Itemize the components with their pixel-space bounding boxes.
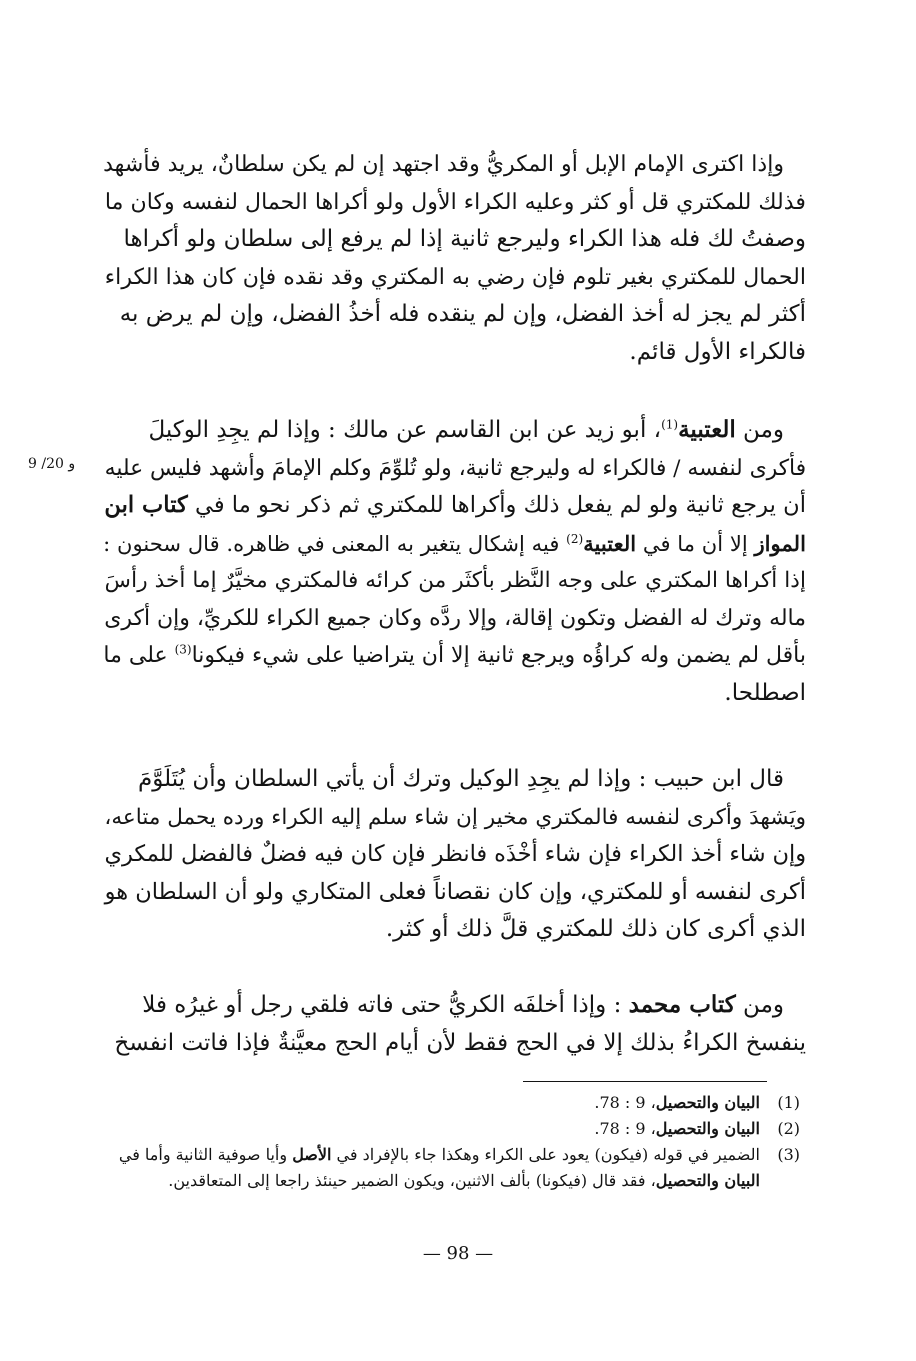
- text-line: [104, 487, 806, 525]
- text-line: وصفتُ لك فله هذا الكراء وليرجع ثانية إذا لم يرفع إلى سلطان ولو أكراها: [123, 226, 806, 252]
- footnote-separator: [523, 1081, 767, 1082]
- paragraph-1: [104, 146, 806, 371]
- text-line: الحمال للمكتري بغير تلوم فإن رضي به المكتري وقد نقده فإن كان هذا الكراء: [104, 263, 806, 290]
- paragraph-4: [104, 986, 806, 1062]
- footnote-ref: (1): [661, 417, 679, 432]
- text-fragment: فيه إشكال يتغير به المعنى في ظاهره. قال سحنون :: [103, 530, 567, 556]
- paragraph-3: [104, 761, 806, 949]
- text-line: [104, 637, 806, 675]
- text-fragment: ، أبو زيد عن ابن القاسم عن مالك : وإذا لم يجِدِ الوكيلَ: [148, 417, 662, 443]
- footnote-text: [104, 1142, 760, 1194]
- source-title: كتاب محمد: [628, 991, 736, 1018]
- source-title: البيان والتحصيل: [655, 1171, 760, 1190]
- text-line: اصطلحا.: [724, 679, 806, 706]
- page-number: — 98 —: [422, 1243, 494, 1264]
- footnote-2: [104, 1116, 804, 1142]
- text-line: [104, 411, 806, 450]
- text-line: ينفسخ الكراءُ بذلك إلا في الحج فقط لأن أيام الحج معيَّنةٌ فإذا فاتت انفسخ: [114, 1029, 806, 1056]
- text-fragment: أن يرجع ثانية ولو لم يفعل ذلك وأكراها للمكتري ثم ذكر نحو ما في: [187, 492, 806, 518]
- footnote-number: (3): [777, 1145, 800, 1164]
- footnote-number: (1): [777, 1093, 800, 1112]
- footnote-reference: ، 9 : 78.: [594, 1093, 656, 1112]
- text-fragment: الضمير في قوله (فيكون) يعود على الكراء وهكذا جاء بالإفراد في: [331, 1145, 760, 1164]
- text-fragment: ، فقد قال (فيكونا) بألف الاثنين، ويكون الضمير حينئذ راجعا إلى المتعاقدين.: [168, 1171, 656, 1190]
- source-title: البيان والتحصيل: [655, 1119, 760, 1138]
- text-line: وإذا اكترى الإمام الإبل أو المكريُّ وقد اجتهد إن لم يكن سلطانٌ، يريد فأشهد: [103, 152, 784, 177]
- text-line: قال ابن حبيب : وإذا لم يجِدِ الوكيل وترك أن يأتي السلطان وأن يُتَلَوَّمَ: [137, 766, 784, 792]
- text-line: أكرى لنفسه أو للمكتري، وإن كان نقصاناً فعلى المتكاري ولو أن السلطان هو: [104, 878, 806, 905]
- footnotes: [104, 1090, 804, 1194]
- text-line: فأكرى لنفسه / فالكراء له وليرجع ثانية، ولو تُلوِّمَ وكلم الإمامَ وأشهد فليس عليه: [104, 455, 806, 481]
- source-title: الأصل: [292, 1145, 332, 1164]
- text-fragment: على ما: [103, 643, 175, 668]
- manuscript-folio-note: 9 /20 و: [28, 456, 76, 472]
- footnote-text: [104, 1116, 760, 1142]
- text-line: أكثر لم يجز له أخذ الفضل، وإن لم ينقده فله أخذُ الفضل، وإن لم يرض به: [119, 301, 806, 327]
- source-title: المواز: [754, 530, 806, 556]
- footnote-1: [104, 1090, 804, 1116]
- footnote-line: [104, 1168, 760, 1194]
- footnote-number: (2): [777, 1119, 800, 1138]
- text-fragment: ومن: [735, 992, 784, 1018]
- text-line: ماله وترك له الفضل وتكون إقالة، وإلا ردَّه وكان جميع الكراء للكريِّ، وإن أكرى: [104, 605, 806, 631]
- text-fragment: إلا أن ما في: [636, 530, 755, 556]
- text-fragment: ومن: [735, 417, 784, 443]
- source-title: العتبية: [583, 530, 637, 556]
- text-line: [104, 525, 806, 563]
- text-line: وإن شاء أخذ الكراء فإن شاء أخْذَه فانظر فإن كان فيه فضلٌ فالفضل للمكري: [104, 841, 806, 867]
- source-title: كتاب ابن: [104, 492, 188, 518]
- footnote-reference: ، 9 : 78.: [594, 1119, 656, 1138]
- text-line: الذي أكرى كان ذلك للمكتري قلَّ ذلك أو كثر.: [385, 916, 806, 942]
- text-line: [104, 986, 806, 1025]
- footnote-text: [104, 1090, 760, 1116]
- footnote-3: [104, 1142, 804, 1194]
- footnote-ref: (3): [174, 642, 192, 657]
- footnote-ref: (2): [566, 531, 584, 546]
- source-title: العتبية: [678, 416, 736, 443]
- text-line: فذلك للمكتري قل أو كثر وعليه الكراء الأول ولو أكراها الحمال لنفسه وكان ما: [104, 188, 806, 215]
- text-line: إذا أكراها المكتري على وجه النَّظر بأكثَر من كرائه فالمكتري مخيَّرٌ إما أخذ رأسَ: [104, 568, 806, 593]
- text-line: ويَشهدَ وأكرى لنفسه فالمكتري مخير إن شاء سلم إليه الكراء ورده يحمل متاعه،: [104, 804, 806, 830]
- paragraph-2: [104, 411, 806, 712]
- footnote-line: [104, 1142, 760, 1168]
- source-title: البيان والتحصيل: [655, 1093, 760, 1112]
- text-fragment: وأيا صوفية الثانية وأما في: [118, 1145, 293, 1164]
- text-fragment: بأقل لم يضمن وله كراؤُه ويرجع ثانية إلا أن يتراضيا على شيء فيكونا: [191, 643, 806, 668]
- text-fragment: : وإذا أخلفَه الكريُّ حتى فاته فلقي رجل أو غيرُه فلا: [142, 992, 629, 1018]
- text-line: فالكراء الأول قائم.: [629, 338, 806, 365]
